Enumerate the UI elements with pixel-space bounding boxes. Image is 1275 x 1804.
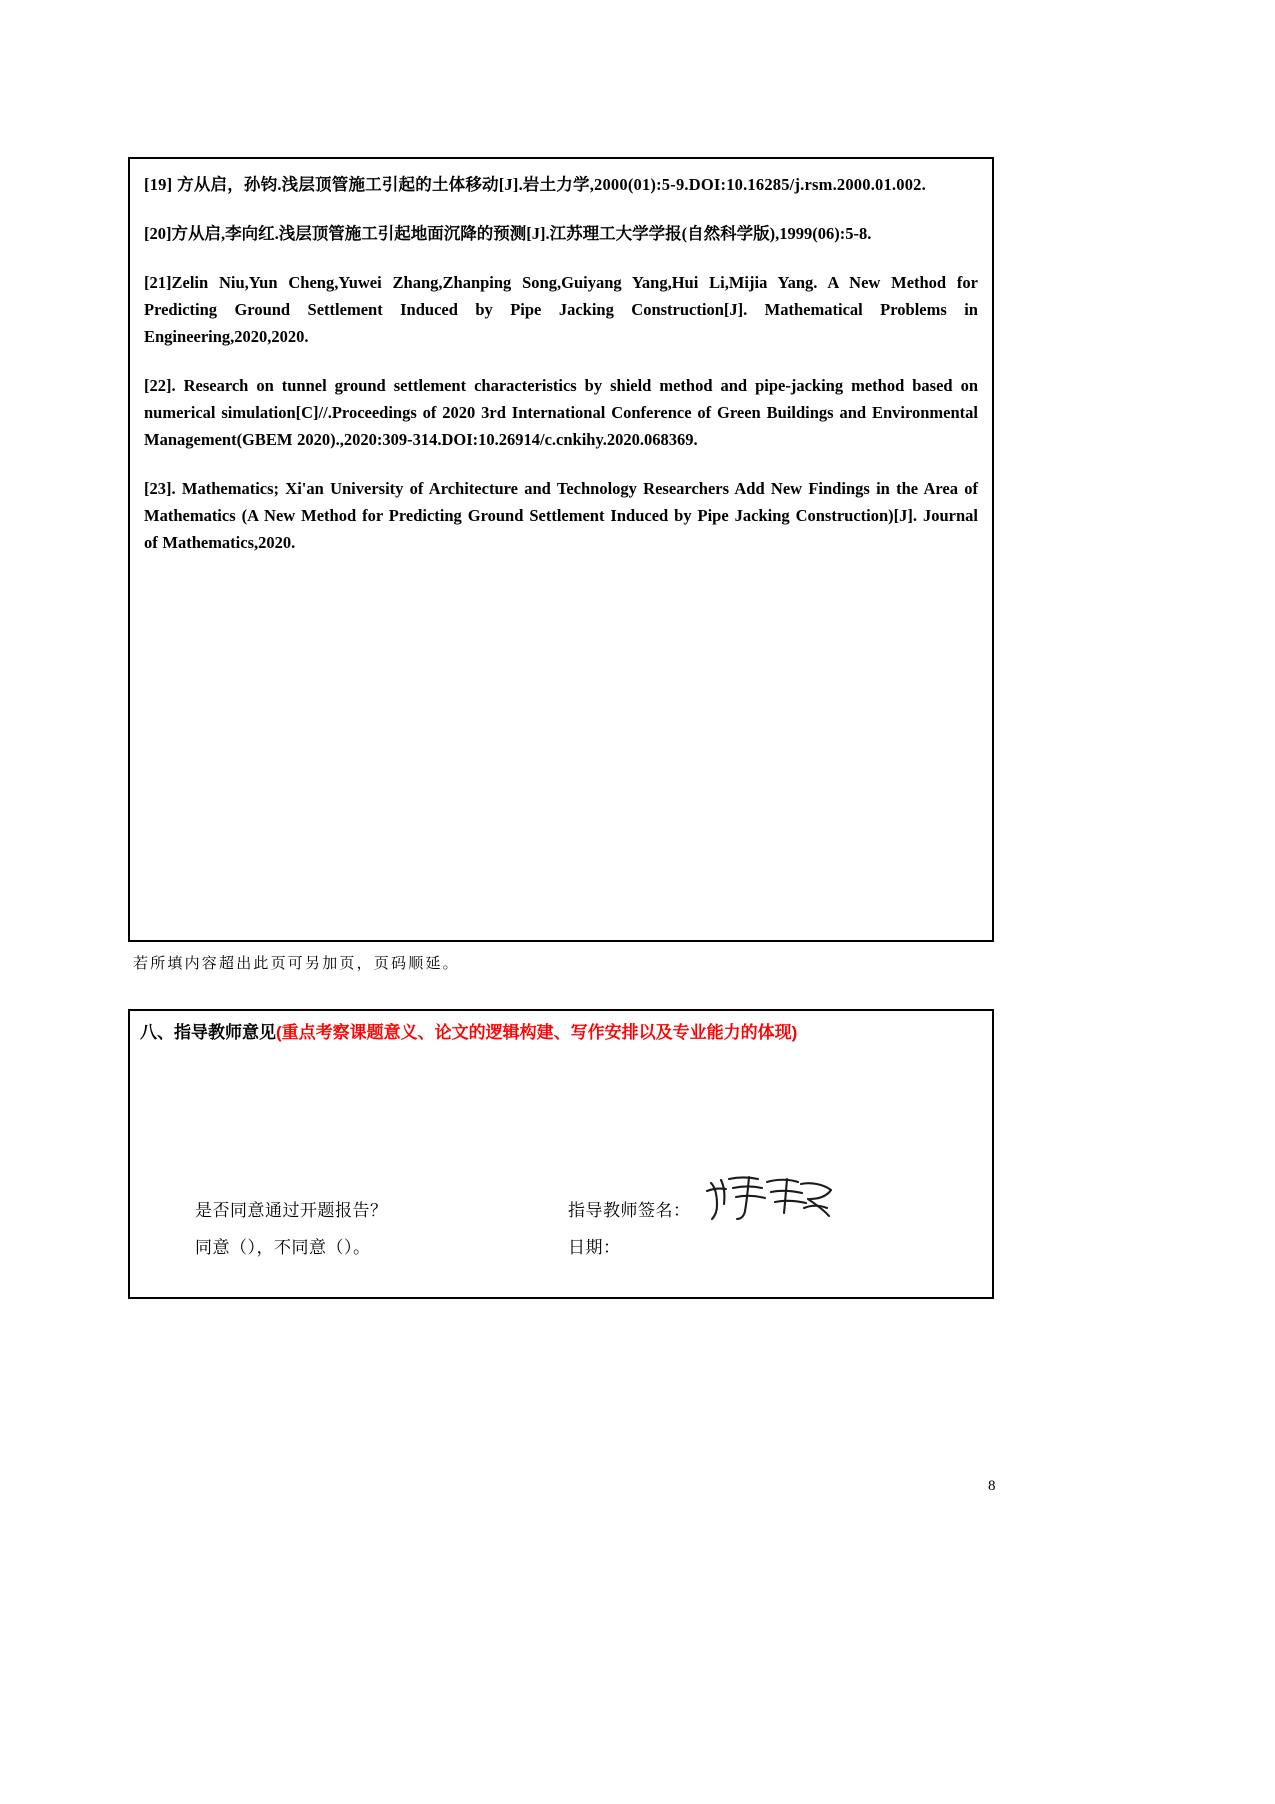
references-list <box>144 171 978 556</box>
references-box <box>128 157 994 942</box>
reference-entry-20: [20]方从启,李向红.浅层顶管施工引起地面沉降的预测[J].江苏理工大学学报(自然科学版),1999(06):5-8. <box>144 224 872 243</box>
reference-entry-22: [22]. Research on tunnel ground settlement characteristics by shield method and pipe-jacking method based on numerical simulation[C]//.Proceedings of 2020 3rd International Conference of Green Buildings and Environmental Management(GBEM 2020).,2020:309-314.DOI:10.26914/c.cnkihy.2020.068369. <box>144 376 978 449</box>
advisor-opinion-heading-note: (重点考察课题意义、论文的逻辑构建、写作安排以及专业能力的体现) <box>276 1023 798 1042</box>
overflow-note: 若所填内容超出此页可另加页，页码顺延。 <box>133 956 460 972</box>
advisor-opinion-box <box>128 1009 994 1299</box>
approval-question-label: 是否同意通过开题报告？ <box>195 1201 388 1220</box>
advisor-signature-label: 指导教师签名： <box>568 1201 691 1220</box>
approval-choice-label[interactable]: 同意（），不同意（）。 <box>195 1238 371 1257</box>
page-number: 8 <box>988 1478 996 1494</box>
advisor-opinion-heading-main: 八、指导教师意见 <box>140 1023 276 1042</box>
reference-entry-23: [23]. Mathematics; Xi'an University of Architecture and Technology Researchers Add New Findings in the Area of Mathematics (A New Method for Predicting Ground Settlement Induced by Pipe Jacking Construction)[J]. Journal of Mathematics,2020. <box>144 479 978 552</box>
reference-entry-21: [21]Zelin Niu,Yun Cheng,Yuwei Zhang,Zhanping Song,Guiyang Yang,Hui Li,Mijia Yang. A New Method for Predicting Ground Settlement Induced by Pipe Jacking Construction[J]. Mathematical Problems in Engineering,2020,2020. <box>144 273 978 346</box>
advisor-opinion-fields <box>130 1011 992 1297</box>
reference-entry-19: [19] 方从启，孙钧.浅层顶管施工引起的土体移动[J].岩土力学,2000(01):5-9.DOI:10.16285/j.rsm.2000.01.002. <box>144 175 926 194</box>
advisor-handwritten-signature <box>705 1171 835 1227</box>
advisor-date-label: 日期： <box>568 1238 621 1257</box>
